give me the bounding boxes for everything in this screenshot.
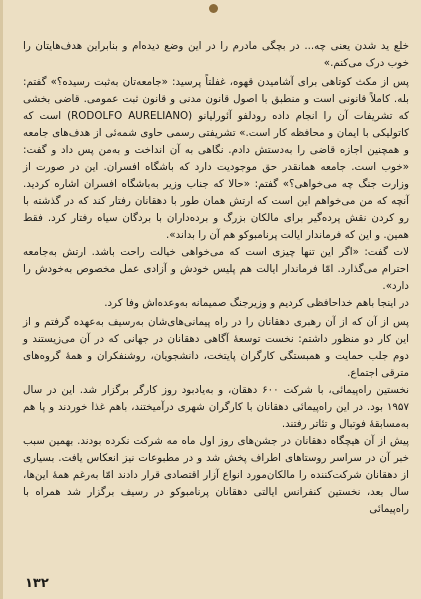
body-text [23,38,409,518]
paragraph: خلع ید شدن یعنی چه... در بچگی مادرم را در این وضع دیده‌ام و بنابراین هدف‌هایتان را خوب درک می‌کنم.» [23,40,409,69]
paragraph: پس از مکث کوتاهی برای آشامیدن قهوه، غفلتاً پرسید: «جامعه‌تان به‌ثبت رسیده؟» گفتم: بله. کاملاً قانونی است و منطبق با اصول قانون مدنی و قانون ثبت عمومی. قاضی بخشی که تشریفات آن را انجام داده رودلفو آئورلیانو (RODOLFO AURELIANO) است که کاتولیکی با ایمان و محافظه کار است.» تشریفتی رسمی حاوی شمه‌ئی از هدف‌های جامعه و همچنین اجازه قاضی را به‌دستش دادم. نگاهی به آن انداخت و به‌من پس داد و گفت: «خوب است. جامعه همانقدر حق موجودیت دارد که باشگاه افسران. این در صورت از وزارت جنگ چه می‌خواهی؟» گفتم: «حالا که جناب وزیر به‌باشگاه افسران اشاره کردید. آنچه که من می‌خواهم این است که ارتش همان طور با دهقانان رفتار کند که در گذشته با رو کردن نقش پرده‌گیر برای مالکان بزرگ و برده‌داران با بردگان سیاه رفتار کرد. فقط همین. و این که فرماندار ایالت پرنامبوکو هم آن را بداند». [23,76,409,241]
paragraph: لات گفت: «اگر این تنها چیزی است که می‌خواهی خیالت راحت باشد. ارتش به‌جامعه احترام می‌گذارد. امّا فرماندار ایالت هم پلیس خودش و آزادی عمل مخصوص به‌خودش را دارد». [23,246,409,292]
paragraph: پیش از آن هیچگاه دهقانان در جشن‌های روز اول ماه مه شرکت نکرده بودند. بهمین سبب خبر آن در سراسر روستاهای اطراف پخش شد و در مطبوعات نیز انعکاس یافت. بسیاری از دهقانان شرکت‌کننده را مالکان‌مورد انواع آزار اقتصادی قرار دادند امّا به‌رغم همهٔ این‌ها، سال بعد، نخستین کنفرانس ایالتی دهقانان پرنامبوکو در رسیف برگزار شد همراه با راه‌پیمائی [23,435,409,515]
paragraph: پس از آن که از آن رهبری دهقانان را در راه پیمانی‌های‌شان به‌رسیف به‌عهده گرفتم و از این کار دو منظور داشتم: نخست توسعهٔ آگاهی دهقانان در جهانی که در آن می‌زیستند و دوم جلب حمایت و همبستگی کارگران پایتخت، دانشجویان، روشنفکران و همهٔ گروه‌های مترقی اجتماع. [23,316,409,379]
paragraph: نخستین راه‌پیمائی، با شرکت ۶۰۰ دهقان، و به‌یادبود روز کارگر برگزار شد. این در سال ۱۹۵۷ بود. در این راه‌پیمائی دهقانان با کارگران شهری درآمیختند، باهم غذا خوردند و پا هم به‌مسابقهٔ فوتبال و تئاتر رفتند. [23,384,409,430]
paragraph: در اینجا باهم خداحافظی کردیم و وزیرجنگ صمیمانه به‌وعده‌اش وفا کرد. [104,297,409,309]
page-number: ۱۳۲ [25,576,49,591]
binding-hole [209,4,218,13]
